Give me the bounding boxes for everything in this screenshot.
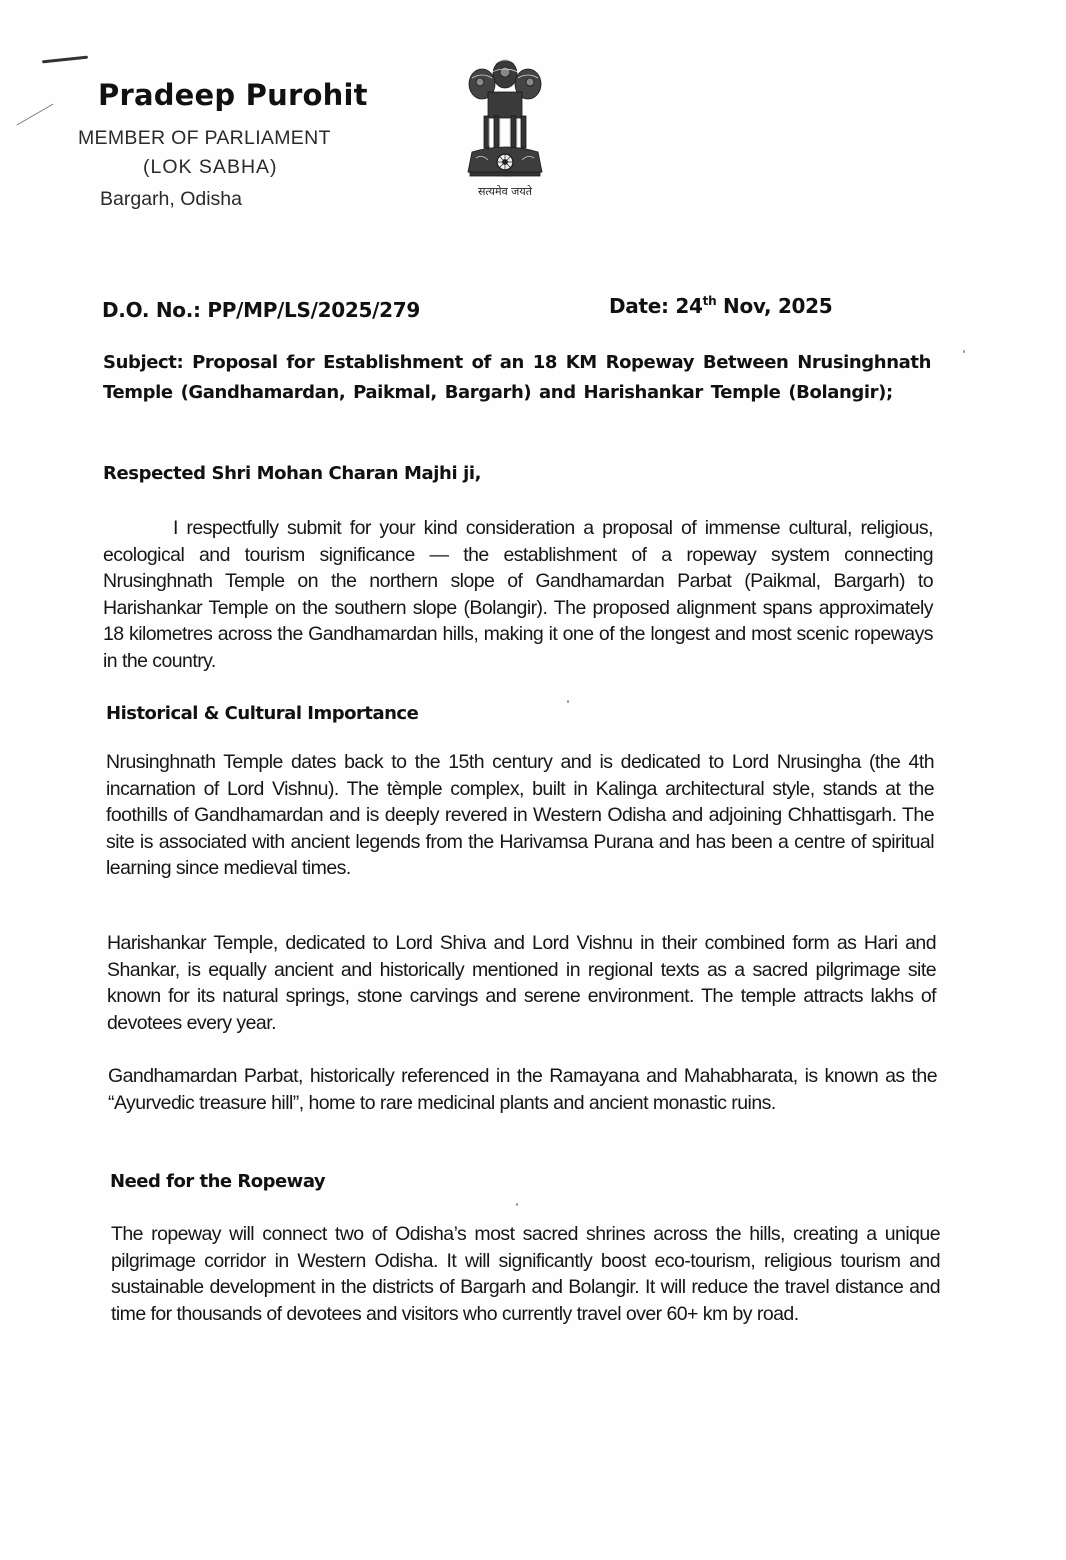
sender-role: MEMBER OF PARLIAMENT (78, 127, 331, 149)
salutation: Respected Shri Mohan Charan Majhi ji, (103, 463, 482, 484)
section-heading-need: Need for the Ropeway (110, 1171, 326, 1192)
national-emblem-icon (460, 52, 550, 202)
letter-date (609, 294, 832, 318)
subject-text: Proposal for Establishment of an 18 KM Ropeway Between Nrusinghnath Temple (Gandhamardan, Paikmal, Bargarh) and Harishankar Temple (Bolangir); (103, 352, 931, 403)
intro-paragraph: I respectfully submit for your kind consideration a proposal of immense cultural, religious, ecological and tourism significance — the establishment of a ropeway system connecting Nrusinghnath Temple on the northern slope of Gandhamardan Parbat (Paikmal, Bargarh) to Harishankar Temple on the southern slope (Bolangir). The proposed alignment spans approximately 18 kilometres across the Gandhamardan hills, making it one of the longest and most scenic ropeways in the country. (103, 517, 933, 672)
paragraph-harishankar: Harishankar Temple, dedicated to Lord Shiva and Lord Vishnu in their combined form as Hari and Shankar, is equally ancient and historically mentioned in regional texts as a sacred pilgrimage site known for its natural springs, stone carvings and serene environment. The temple attracts lakhs of devotees every year. (107, 932, 936, 1034)
scan-speck (567, 700, 569, 703)
date-day: 24 (675, 294, 703, 318)
sender-name: Pradeep Purohit (98, 78, 368, 112)
paragraph-need: The ropeway will connect two of Odisha’s most sacred shrines across the hills, creating a unique pilgrimage corridor in Western Odisha. It will significantly boost eco-tourism, religious tourism and sustainable development in the districts of Bargarh and Bolangir. It will reduce the travel distance and time for thousands of devotees and visitors who currently travel over 60+ km by road. (111, 1223, 940, 1325)
pen-mark (42, 56, 88, 64)
scan-speck (963, 350, 965, 353)
sender-constituency: Bargarh, Odisha (100, 188, 242, 210)
subject-label: Subject: (103, 352, 184, 373)
scan-speck (516, 1203, 518, 1206)
date-suffix: th (702, 294, 717, 308)
do-label: D.O. No.: (102, 298, 201, 322)
sender-house: (LOK SABHA) (143, 156, 278, 178)
date-month-year: Nov, 2025 (723, 294, 833, 318)
section-heading-historical: Historical & Cultural Importance (106, 703, 419, 724)
paragraph-gandhamardan: Gandhamardan Parbat, historically referenced in the Ramayana and Mahabharata, is known as the “Ayurvedic treasure hill”, home to rare medicinal plants and ancient monastic ruins. (108, 1065, 937, 1114)
subject-line (103, 348, 931, 408)
do-number (102, 298, 420, 322)
date-label: Date: (609, 294, 669, 318)
pen-mark (17, 104, 54, 126)
do-value: PP/MP/LS/2025/279 (207, 298, 420, 322)
paragraph-nrusinghnath: Nrusinghnath Temple dates back to the 15th century and is dedicated to Lord Nrusingha (the 4th incarnation of Lord Vishnu). The tèmple complex, built in Kalinga architectural style, stands at the foothills of Gandhamardan and is deeply revered in Western Odisha and adjoining Chhattisgarh. The site is associated with ancient legends from the Harivamsa Purana and has been a centre of spiritual learning since medieval times. (106, 751, 934, 880)
emblem-motto: सत्यमेव जयते (477, 185, 532, 198)
